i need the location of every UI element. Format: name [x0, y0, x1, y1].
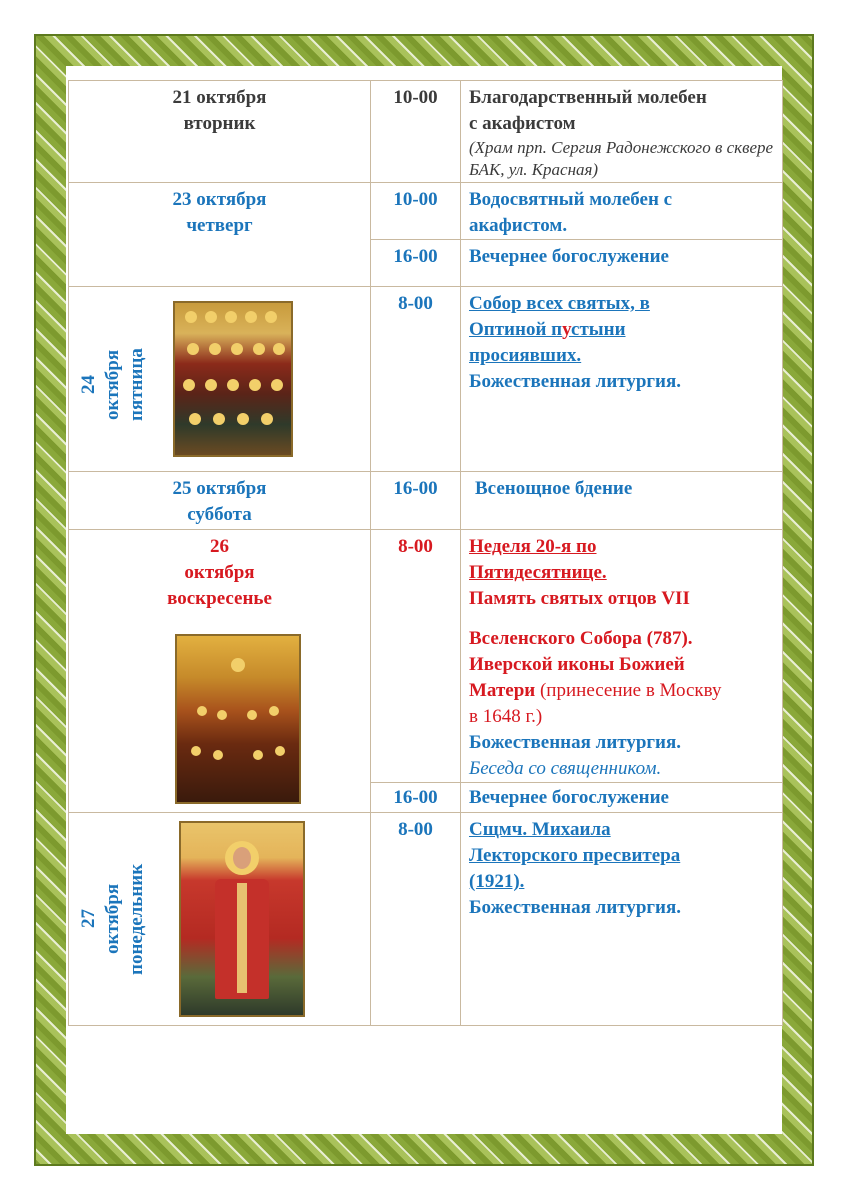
event-title: Пятидесятнице.	[469, 562, 607, 583]
weekday: вторник	[183, 113, 256, 134]
event-title: Благодарственный молебен	[469, 87, 707, 108]
vertical-date: 24 октября пятница	[78, 348, 147, 422]
time-cell: 10-00	[371, 81, 461, 183]
date-day: 26	[210, 536, 229, 557]
event-cell	[461, 783, 783, 813]
event-cell	[461, 530, 783, 783]
event-liturgy: Божественная литургия.	[469, 897, 682, 918]
table-row	[69, 530, 783, 783]
event-commemoration: Память святых отцов VII	[469, 588, 690, 609]
event-title: акафистом.	[469, 215, 568, 236]
table-row	[69, 183, 783, 240]
time-cell: 8-00	[371, 813, 461, 1026]
event-talk: Беседа со священником.	[469, 758, 662, 779]
event-commemoration: Вселенского Собора (787).	[469, 628, 693, 649]
event-liturgy: Божественная литургия.	[469, 732, 682, 753]
event-title: Лекторского пресвитера	[469, 845, 681, 866]
event-cell	[461, 240, 783, 287]
time-cell: 8-00	[371, 530, 461, 783]
event-title: (1921).	[469, 871, 525, 892]
time-cell: 16-00	[371, 240, 461, 287]
weekday: четверг	[186, 215, 253, 236]
date-month: октября	[184, 562, 255, 583]
table-row	[69, 472, 783, 530]
time-cell: 10-00	[371, 183, 461, 240]
table-row	[69, 287, 783, 472]
icon-seventh-ecumenical-council	[175, 634, 301, 804]
weekday: суббота	[187, 504, 252, 525]
time-cell: 16-00	[371, 472, 461, 530]
event-title: Водосвятный молебен с	[469, 189, 673, 210]
date-cell	[69, 472, 371, 530]
event-title: Неделя 20-я по	[469, 536, 597, 557]
weekday: воскресенье	[167, 588, 272, 609]
schedule-sheet	[68, 68, 782, 1132]
event-cell	[461, 81, 783, 183]
event-location-note: (Храм прп. Сергия Радонежского в сквере БАК, ул. Красная)	[469, 138, 774, 179]
date-cell	[69, 813, 371, 1026]
date-cell	[69, 183, 371, 287]
event-title: Вечернее богослужение	[469, 246, 669, 267]
event-liturgy: Божественная литургия.	[469, 371, 682, 392]
event-commemoration: Иверской иконы Божией	[469, 654, 685, 675]
service-schedule-table	[68, 80, 783, 1026]
event-cell	[461, 183, 783, 240]
date-day: 25 октября	[172, 478, 267, 499]
table-row	[69, 81, 783, 183]
date-day: 21 октября	[172, 87, 267, 108]
event-title: Сщмч. Михаила	[469, 819, 611, 840]
event-note: (принесение в Москву	[535, 680, 722, 701]
date-day: 23 октября	[172, 189, 267, 210]
event-note: в 1648 г.)	[469, 706, 543, 727]
event-title: Вечернее богослужение	[469, 787, 669, 808]
event-cell: Всенощное бдение	[461, 472, 783, 530]
date-cell	[69, 81, 371, 183]
event-title: просиявших.	[469, 345, 582, 366]
event-title: Собор всех святых, в	[469, 293, 650, 314]
event-cell	[461, 287, 783, 472]
event-title: с акафистом	[469, 113, 576, 134]
icon-hieromartyr-michael	[179, 821, 305, 1017]
date-cell	[69, 287, 371, 472]
time-cell: 16-00	[371, 783, 461, 813]
vertical-date: 27 октября понедельник	[78, 863, 147, 975]
event-commemoration: Матери	[469, 680, 536, 701]
icon-all-saints-of-optina	[173, 301, 293, 457]
time-cell: 8-00	[371, 287, 461, 472]
event-cell	[461, 813, 783, 1026]
event-title: Оптиной пустыни	[469, 319, 626, 340]
date-cell	[69, 530, 371, 813]
table-row	[69, 813, 783, 1026]
